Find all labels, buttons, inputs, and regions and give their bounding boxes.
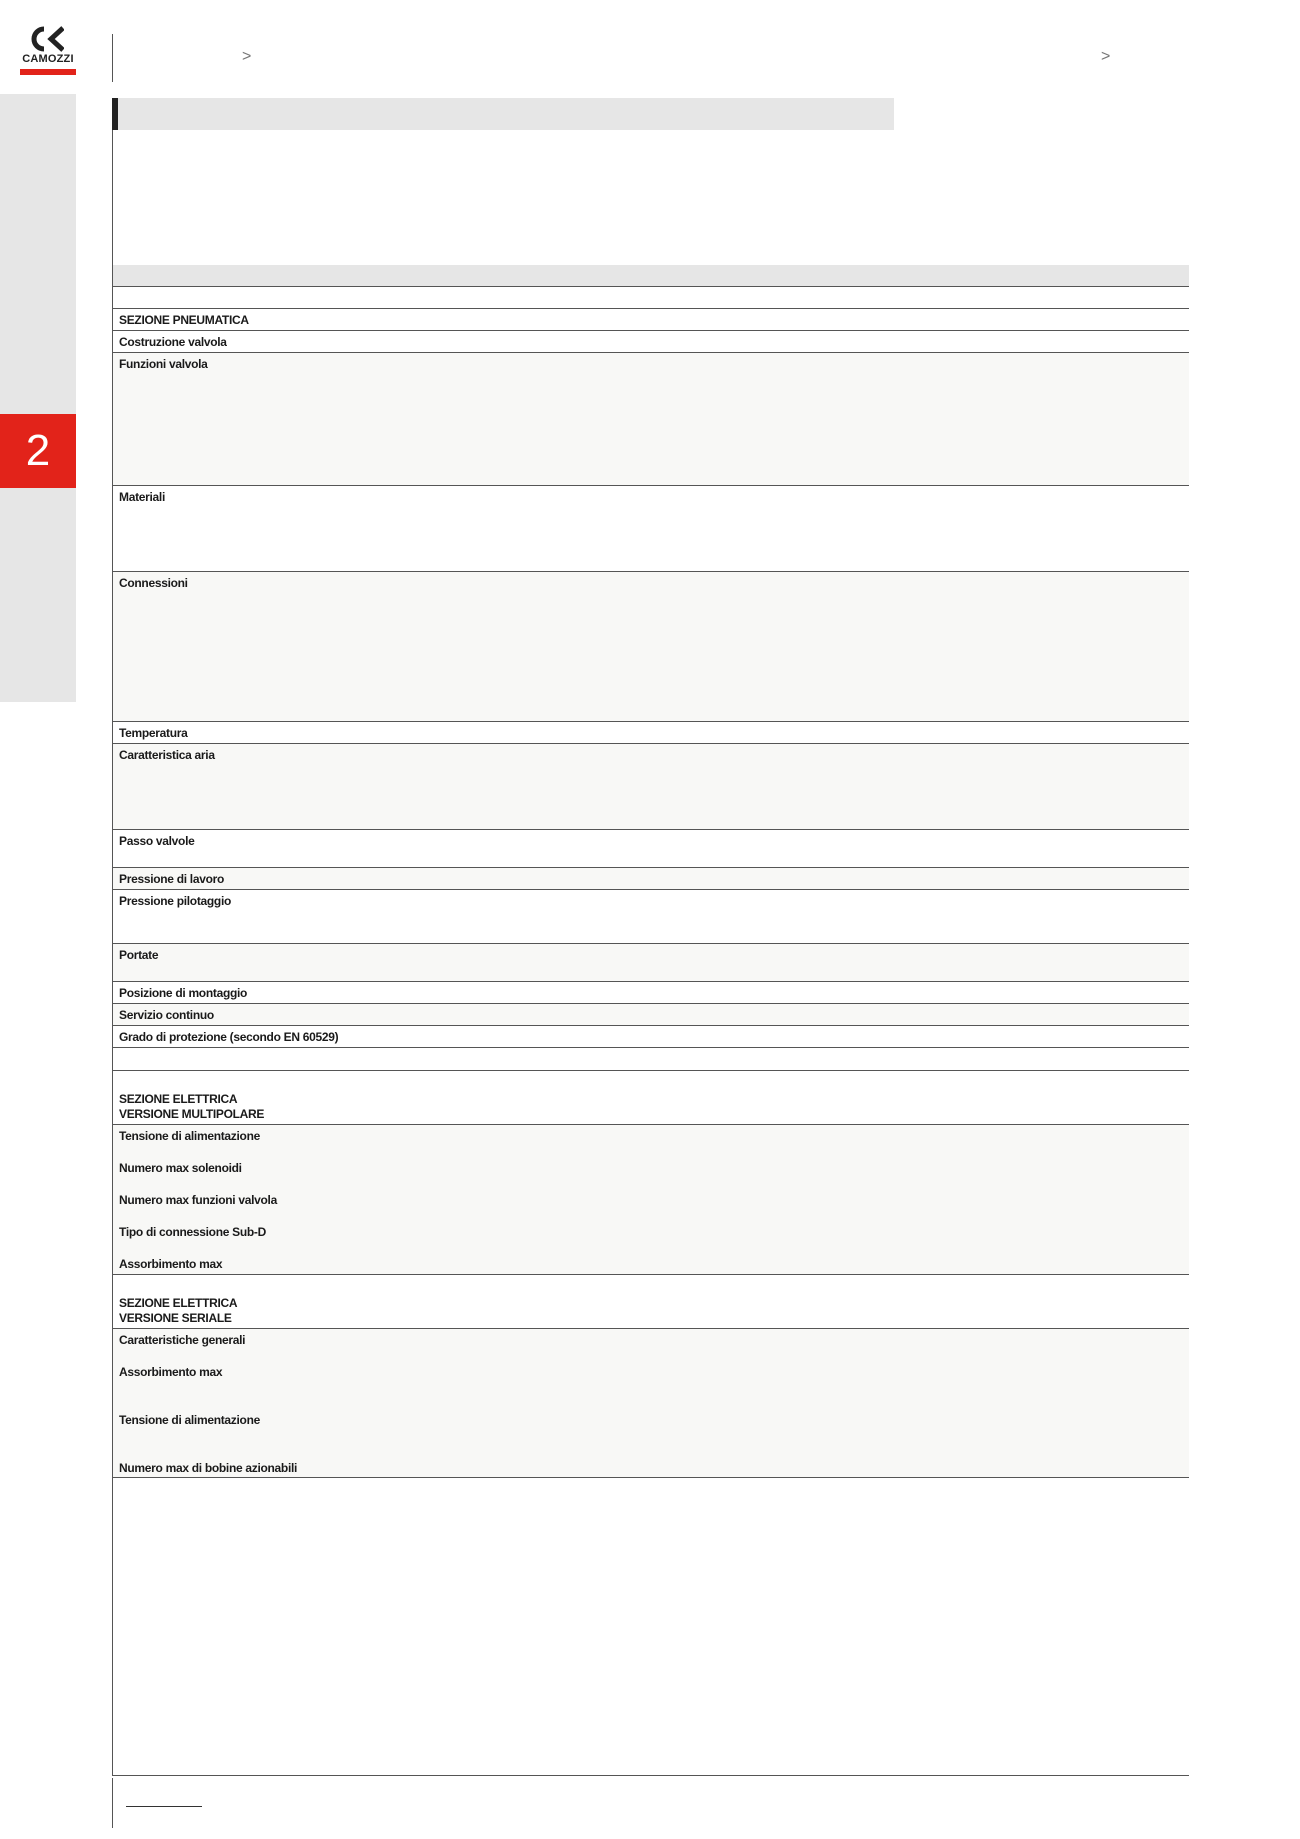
brand-wordmark: CAMOZZI — [22, 53, 74, 65]
chapter-number[interactable]: 2 — [0, 414, 76, 488]
section-title: SEZIONE ELETTRICA — [119, 1296, 238, 1310]
table-blank-row — [113, 1048, 1189, 1071]
row-label: Tipo di connessione Sub-D — [119, 1225, 266, 1239]
row-label: Tensione di alimentazione — [119, 1413, 260, 1427]
table-blank-row — [113, 287, 1189, 309]
section-subtitle: VERSIONE SERIALE — [119, 1311, 232, 1325]
table-row — [113, 868, 1189, 890]
section-subtitle: VERSIONE MULTIPOLARE — [119, 1107, 265, 1121]
table-row — [113, 486, 1189, 572]
camozzi-ck-logo-icon — [30, 26, 64, 52]
row-label: Pressione di lavoro — [119, 872, 225, 886]
brand-red-bar — [20, 69, 76, 75]
content-bottom-rule — [112, 1775, 1189, 1776]
row-label: Passo valvole — [119, 834, 195, 848]
row-label: Posizione di montaggio — [119, 986, 248, 1000]
section-header-pneumatic — [113, 309, 1189, 331]
row-label: Caratteristica aria — [119, 748, 215, 762]
table-row — [113, 722, 1189, 744]
row-label: Servizio continuo — [119, 1008, 214, 1022]
title-accent-bar — [112, 98, 118, 130]
section-title-bar — [112, 98, 894, 130]
row-label: Funzioni valvola — [119, 357, 208, 371]
breadcrumb-separator-icon: > — [1101, 48, 1111, 65]
section-header-multipolar — [113, 1071, 1189, 1125]
header-divider — [112, 34, 113, 82]
row-label: Pressione pilotaggio — [119, 894, 232, 908]
table-row-group — [113, 1125, 1189, 1275]
table-row — [113, 944, 1189, 982]
camozzi-logo — [18, 26, 78, 76]
footer-divider — [112, 1778, 113, 1828]
page-number-underline — [126, 1806, 202, 1807]
table-row — [113, 331, 1189, 353]
row-label: Caratteristiche generali — [119, 1333, 246, 1347]
table-row — [113, 1004, 1189, 1026]
section-title: SEZIONE PNEUMATICA — [119, 313, 249, 327]
row-label: Temperatura — [119, 726, 188, 740]
row-label: Tensione di alimentazione — [119, 1129, 260, 1143]
table-row — [113, 353, 1189, 486]
row-label: Assorbimento max — [119, 1365, 223, 1379]
row-label: Assorbimento max — [119, 1257, 223, 1271]
row-label: Numero max solenoidi — [119, 1161, 242, 1175]
table-header — [113, 265, 1189, 287]
row-label: Grado di protezione (secondo EN 60529) — [119, 1030, 339, 1044]
section-header-serial — [113, 1275, 1189, 1329]
row-label: Costruzione valvola — [119, 335, 227, 349]
table-row — [113, 744, 1189, 830]
table-row — [113, 572, 1189, 722]
table-row — [113, 982, 1189, 1004]
row-label: Portate — [119, 948, 159, 962]
row-label: Materiali — [119, 490, 165, 504]
row-label: Connessioni — [119, 576, 188, 590]
section-title: SEZIONE ELETTRICA — [119, 1092, 238, 1106]
breadcrumb-separator-icon: > — [242, 48, 252, 65]
table-row — [113, 830, 1189, 868]
chapter-sidebar — [0, 94, 76, 702]
table-row — [113, 890, 1189, 944]
spec-table — [113, 265, 1189, 1478]
row-label: Numero max funzioni valvola — [119, 1193, 277, 1207]
table-row — [113, 1026, 1189, 1048]
table-row-group — [113, 1329, 1189, 1478]
row-label: Numero max di bobine azionabili — [119, 1461, 298, 1475]
